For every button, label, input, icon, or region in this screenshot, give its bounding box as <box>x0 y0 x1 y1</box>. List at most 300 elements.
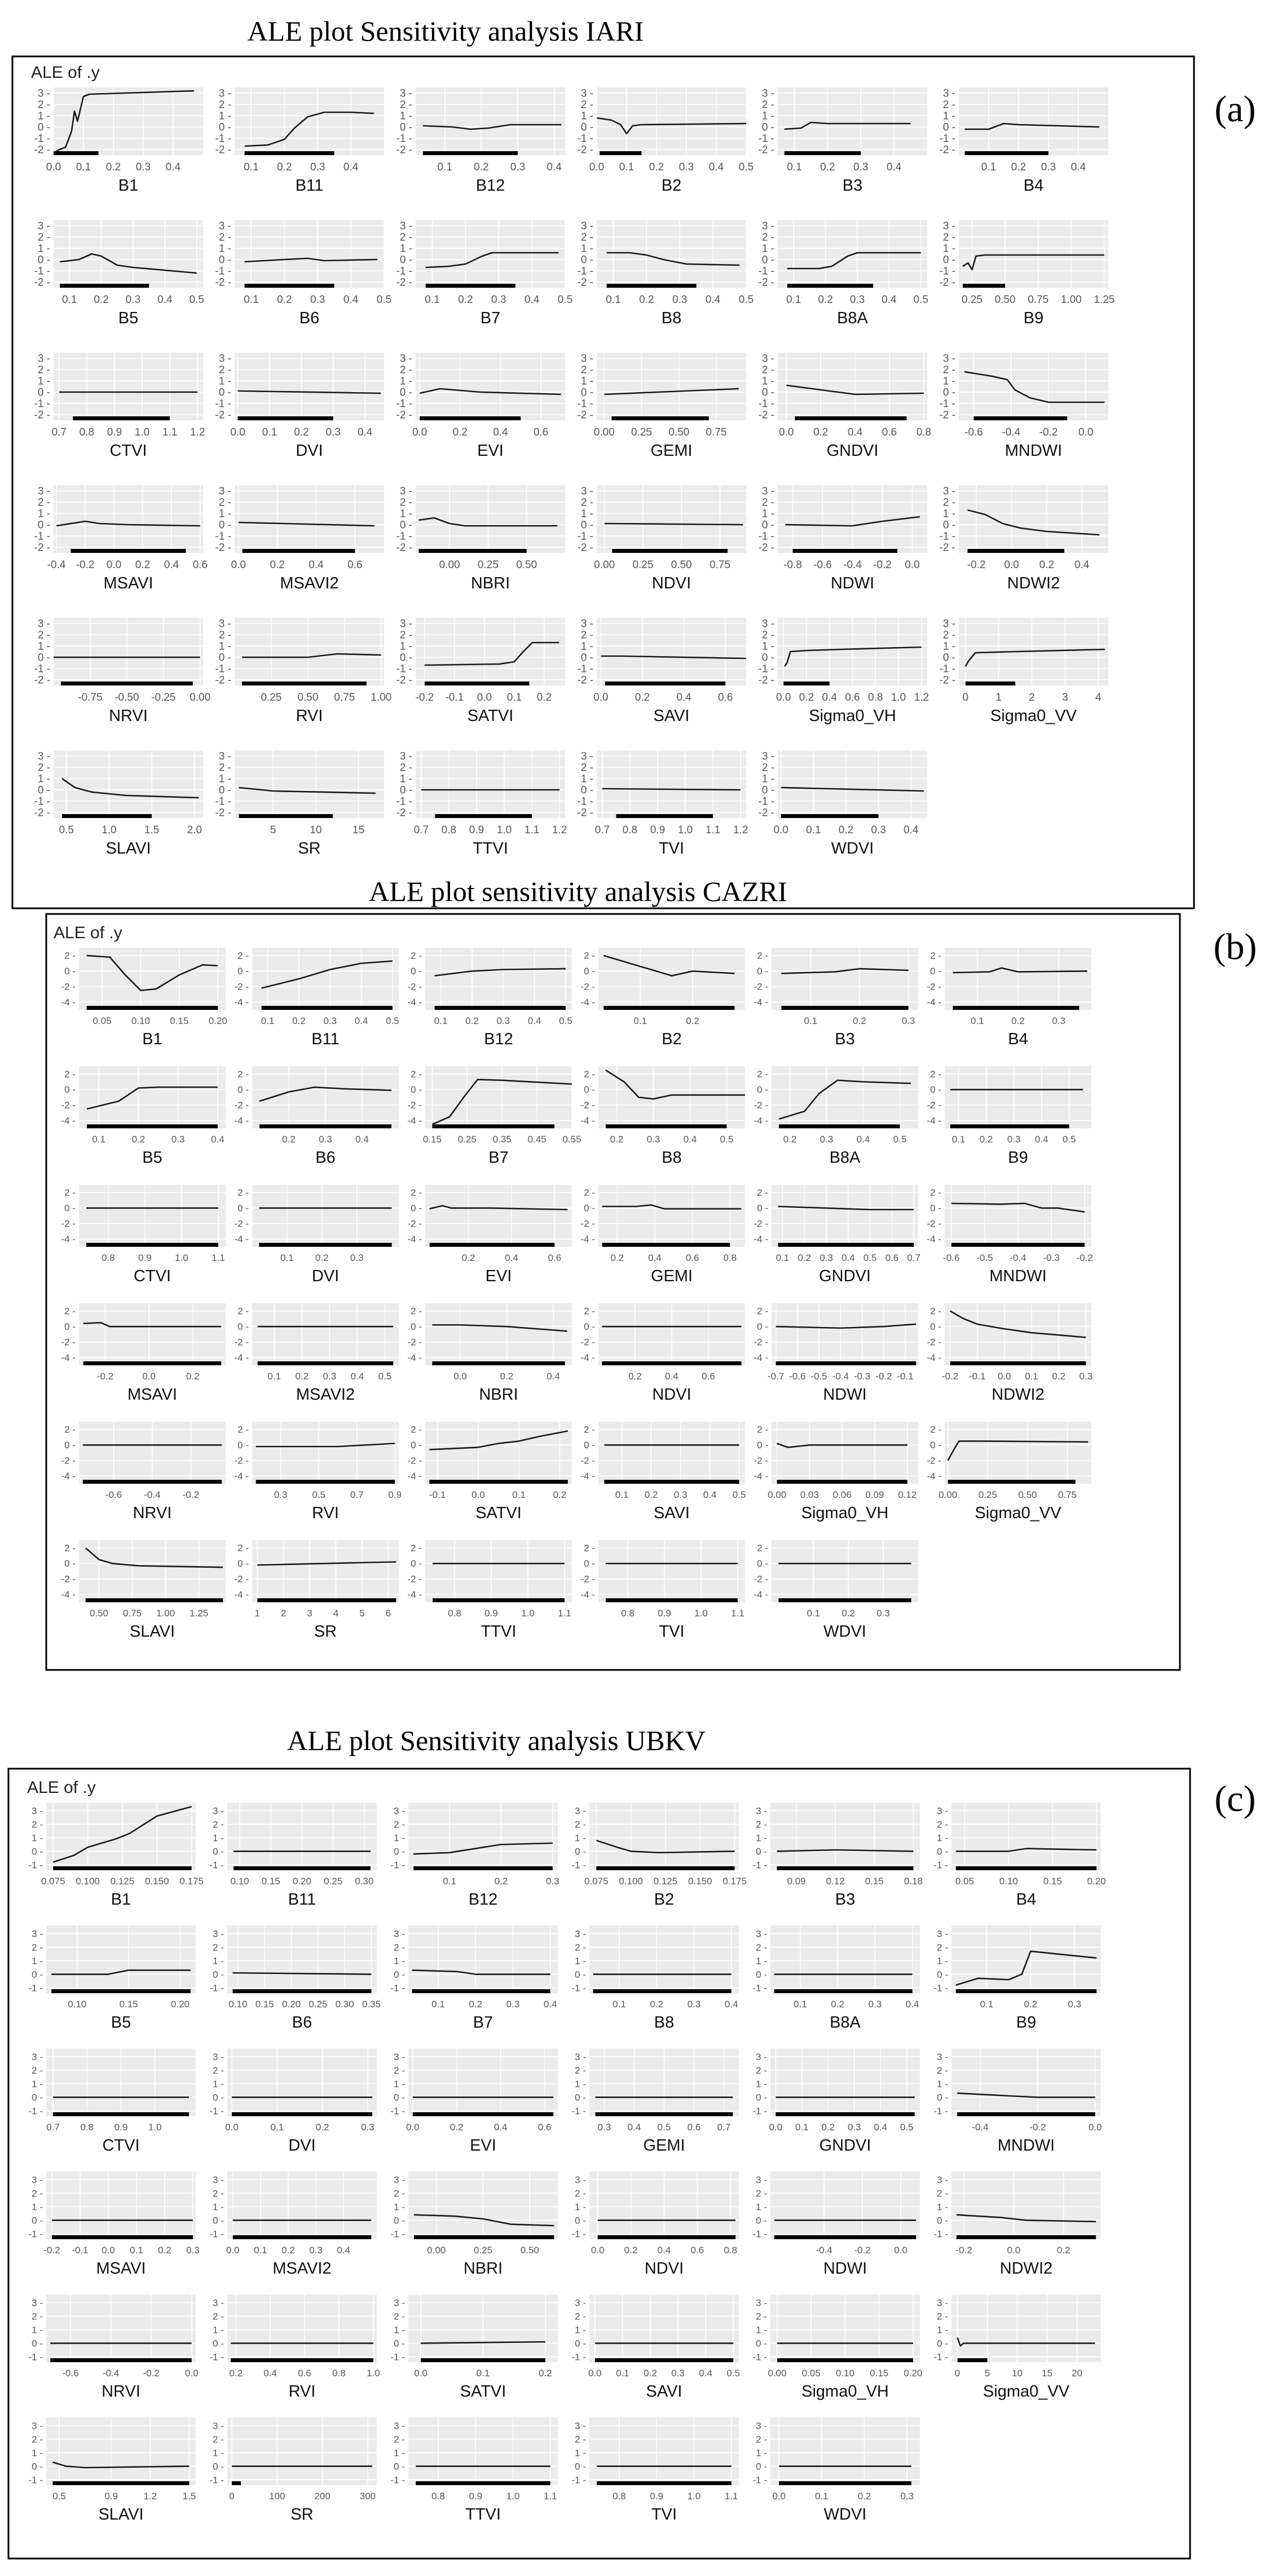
y-tick-label: 3 - <box>937 2051 948 2063</box>
rug-marks <box>259 1124 391 1128</box>
panel-background <box>959 485 1108 553</box>
ale-panel-b1 <box>29 1803 204 1909</box>
x-tick-label: 0.8 <box>448 1608 461 1619</box>
y-tick-label: 2 - <box>757 1305 768 1317</box>
y-tick-label: 1 - <box>580 508 593 520</box>
panel-background <box>597 87 746 155</box>
y-tick-label: 3 - <box>937 2297 948 2309</box>
x-tick-label: 0.2 <box>105 161 121 173</box>
y-tick-label: 0 - <box>399 254 412 266</box>
x-tick-label: 0.4 <box>343 161 359 173</box>
rug-marks <box>53 2112 189 2116</box>
rug-marks <box>779 2481 911 2485</box>
x-tick-label: 0.2 <box>624 2245 638 2256</box>
y-tick-label: 2 - <box>942 629 955 641</box>
x-tick-label: -0.5 <box>810 1371 827 1382</box>
y-tick-label: 0 - <box>394 1969 405 1980</box>
y-tick-label: 0 - <box>411 1558 422 1570</box>
x-tick-label: 0.0 <box>230 427 245 438</box>
y-tick-label: -1 - <box>28 2351 43 2363</box>
x-tick-label: 0.100 <box>619 1876 643 1887</box>
x-tick-label: 6 <box>385 1608 391 1619</box>
ale-panel-rvi <box>235 1422 402 1522</box>
y-tick-label: -4 - <box>754 1234 768 1245</box>
x-tick-label: 0.1 <box>606 294 621 306</box>
x-tick-label: 0.8 <box>621 1608 634 1619</box>
x-tick-label: 0.25 <box>309 1999 328 2010</box>
y-tick-label: -1 - <box>390 1982 405 1994</box>
ale-panel-sr <box>215 750 385 858</box>
y-tick-label: 0 - <box>218 784 231 797</box>
y-tick-label: 1 - <box>37 640 50 653</box>
rug-marks <box>86 1598 223 1602</box>
ale-panel-sigma0_vv <box>934 2294 1101 2401</box>
y-tick-label: 3 - <box>942 220 955 232</box>
y-tick-label: -4 - <box>61 1115 76 1127</box>
y-tick-label: -1 - <box>396 265 412 278</box>
variable-label: NBRI <box>479 1386 518 1404</box>
ale-panel-ndvi <box>578 485 747 592</box>
x-tick-label: 0.6 <box>533 427 549 438</box>
x-tick-label: 0.5 <box>657 2122 671 2133</box>
x-tick-label: 0.15 <box>1043 1876 1062 1887</box>
y-tick-label: 3 - <box>580 353 593 365</box>
y-tick-label: 0 - <box>237 966 249 977</box>
y-tick-label: -4 - <box>580 1234 595 1245</box>
x-tick-label: 0.2 <box>277 294 292 306</box>
x-tick-label: -0.3 <box>853 1371 871 1382</box>
panel-background <box>589 2417 739 2485</box>
y-tick-label: 3 - <box>218 618 231 630</box>
y-tick-label: -4 - <box>754 1589 768 1601</box>
x-tick-label: 0.0 <box>1078 427 1094 438</box>
x-tick-label: 0.3 <box>323 1016 337 1026</box>
y-tick-label: 0 - <box>757 966 768 977</box>
variable-label: NBRI <box>470 574 510 592</box>
y-tick-label: 1 - <box>213 2324 224 2336</box>
panel-background <box>425 1540 572 1602</box>
y-tick-label: 2 - <box>399 99 412 111</box>
rug-marks <box>433 1598 565 1602</box>
y-tick-label: -2 - <box>580 1337 595 1348</box>
x-tick-label: 0.75 <box>706 427 727 438</box>
y-tick-label: 3 - <box>756 2051 767 2063</box>
x-tick-label: 300 <box>359 2491 376 2502</box>
y-tick-label: 2 - <box>218 496 231 509</box>
x-tick-label: 0.5 <box>378 1371 392 1382</box>
rug-marks <box>435 814 532 818</box>
y-tick-label: 0 - <box>757 1440 768 1451</box>
x-tick-label: 0.75 <box>334 692 355 704</box>
y-tick-label: -2 - <box>407 981 422 992</box>
rug-marks <box>233 2235 371 2239</box>
y-tick-label: -2 - <box>754 1455 768 1466</box>
variable-label: B2 <box>661 177 682 195</box>
x-tick-label: 0.3 <box>687 1999 701 2010</box>
x-tick-label: 0.8 <box>868 692 883 704</box>
y-tick-label: 1 - <box>937 2324 948 2336</box>
y-tick-label: 0 - <box>942 652 955 664</box>
y-tick-label: 2 - <box>756 2434 767 2445</box>
y-tick-label: 2 - <box>64 1424 76 1435</box>
ale-panel-ndwi <box>754 1303 919 1404</box>
y-tick-label: -2 - <box>234 1100 249 1111</box>
y-tick-label: 3 - <box>399 87 412 100</box>
x-tick-label: -0.75 <box>78 692 103 704</box>
x-tick-label: 1.1 <box>211 1252 225 1263</box>
x-tick-label: 10 <box>310 824 322 836</box>
x-tick-label: 0.1 <box>280 1252 294 1263</box>
x-tick-label: -0.6 <box>813 559 832 571</box>
x-tick-label: 0.09 <box>865 1489 884 1500</box>
x-tick-label: 0.7 <box>907 1252 921 1263</box>
y-tick-label: 0 - <box>37 254 50 266</box>
y-tick-label: 2 - <box>575 2188 586 2199</box>
rug-marks <box>53 2481 190 2485</box>
y-tick-label: 3 - <box>756 1805 767 1817</box>
y-tick-label: -1 - <box>939 663 955 675</box>
y-tick-label: 0 - <box>584 1203 595 1214</box>
y-tick-label: 1 - <box>575 1832 586 1844</box>
x-tick-label: 0.4 <box>665 1371 678 1382</box>
x-tick-label: 0.1 <box>615 1489 629 1500</box>
y-tick-label: 0 - <box>394 1846 405 1857</box>
x-tick-label: 0.0 <box>231 559 246 571</box>
variable-label: GNDVI <box>826 442 879 460</box>
rug-marks <box>87 1006 218 1010</box>
y-tick-label: 0 - <box>575 2338 586 2349</box>
panel-background <box>252 1540 399 1602</box>
y-tick-label: 0 - <box>64 1558 76 1570</box>
x-tick-label: 0.05 <box>955 1876 974 1887</box>
rug-marks <box>612 549 728 553</box>
rug-marks <box>775 2112 914 2116</box>
panel-background <box>54 750 203 818</box>
y-tick-label: 1 - <box>32 2078 43 2090</box>
x-tick-label: 0.8 <box>622 824 638 836</box>
x-tick-label: 0.12 <box>826 1876 845 1887</box>
y-tick-label: 3 - <box>761 220 774 232</box>
y-tick-label: 0 - <box>32 2215 43 2226</box>
y-tick-label: 0 - <box>213 1846 224 1857</box>
ale-panel-b2 <box>572 1803 747 1909</box>
y-tick-label: -1 - <box>390 2351 405 2363</box>
ale-panel-wdvi <box>753 2417 920 2524</box>
x-tick-label: -0.2 <box>875 1371 892 1382</box>
x-tick-label: 0.00 <box>439 559 460 571</box>
y-tick-label: 2 - <box>64 1305 76 1317</box>
ale-panel-sr <box>235 1540 399 1641</box>
y-tick-label: 2 - <box>218 364 231 376</box>
variable-label: NRVI <box>109 707 148 725</box>
variable-label: B12 <box>484 1030 513 1048</box>
rug-marks <box>413 1866 553 1870</box>
x-tick-label: 0.00 <box>938 1489 958 1500</box>
x-tick-label: 0.3 <box>876 1608 890 1619</box>
y-tick-label: 0 - <box>394 2215 405 2226</box>
x-tick-label: 0.75 <box>122 1608 142 1619</box>
panel-background <box>598 1422 745 1484</box>
ale-panel-slavi <box>29 2417 196 2524</box>
y-tick-label: -1 - <box>577 530 593 543</box>
variable-label: B7 <box>488 1149 509 1167</box>
variable-label: NRVI <box>133 1504 172 1522</box>
y-tick-label: -2 - <box>758 276 774 289</box>
variable-label: SAVI <box>654 1504 690 1522</box>
ale-panel-gemi <box>578 353 747 460</box>
y-tick-label: 0 - <box>584 966 595 977</box>
x-tick-label: 0.1 <box>267 1371 281 1382</box>
x-tick-label: 0.6 <box>882 427 897 438</box>
y-tick-label: 3 - <box>32 1805 43 1817</box>
y-tick-label: 3 - <box>213 2051 224 2063</box>
panel-background <box>54 485 203 553</box>
x-tick-label: 100 <box>269 2491 285 2502</box>
x-tick-label: 0.3 <box>673 1489 688 1500</box>
y-tick-label: 3 - <box>37 750 50 763</box>
y-tick-label: 0 - <box>761 254 774 266</box>
x-tick-label: 0.0 <box>1088 2122 1102 2133</box>
x-tick-label: 0.3 <box>309 2245 323 2256</box>
rug-marks <box>793 549 898 553</box>
x-tick-label: 0.2 <box>292 1016 306 1026</box>
x-tick-label: 0.0 <box>591 2245 605 2256</box>
y-tick-label: 2 - <box>411 1424 422 1435</box>
x-tick-label: 1.0 <box>102 824 117 836</box>
y-tick-label: -1 - <box>215 795 231 808</box>
x-tick-label: 0.7 <box>717 2122 731 2133</box>
variable-label: B3 <box>835 1891 856 1909</box>
x-tick-label: 0.20 <box>904 2368 923 2379</box>
panel-background <box>46 2417 196 2485</box>
variable-label: TTVI <box>481 1623 517 1641</box>
x-tick-label: 2 <box>1029 692 1035 704</box>
variable-label: NBRI <box>463 2260 503 2278</box>
x-tick-label: 1.00 <box>371 692 392 704</box>
x-tick-label: 0.2 <box>295 1371 309 1382</box>
ale-panel-b8a <box>753 1926 920 2032</box>
x-tick-label: 0.4 <box>547 1371 560 1382</box>
variable-label: B6 <box>292 2014 312 2032</box>
y-tick-label: 2 - <box>761 762 774 774</box>
x-tick-label: 0.3 <box>496 1016 510 1026</box>
x-tick-label: 0.2 <box>610 1134 624 1145</box>
ale-panel-ndwi <box>753 2171 920 2278</box>
y-tick-label: 1 - <box>575 2324 586 2336</box>
ale-panel-b11 <box>235 948 399 1048</box>
x-tick-label: 0.125 <box>653 1876 678 1887</box>
rug-marks <box>418 549 526 553</box>
x-tick-label: -0.6 <box>62 2368 79 2379</box>
x-tick-label: 0.50 <box>89 1608 109 1619</box>
rug-marks <box>232 2481 241 2485</box>
x-tick-label: 0.3 <box>135 161 151 173</box>
x-tick-label: 0.7 <box>350 1489 364 1500</box>
y-tick-label: 0 - <box>756 2338 767 2349</box>
rug-marks <box>958 2358 988 2362</box>
x-tick-label: 0.15 <box>865 1876 884 1887</box>
x-tick-label: 1.00 <box>156 1608 175 1619</box>
y-tick-label: 3 - <box>399 485 412 498</box>
y-tick-label: 3 - <box>394 1928 405 1940</box>
y-tick-label: -2 - <box>34 674 50 687</box>
panel-background <box>770 2417 920 2485</box>
panel-background <box>425 1422 572 1484</box>
y-tick-label: 2 - <box>575 2065 586 2076</box>
rug-marks <box>53 1866 191 1870</box>
y-tick-label: 2 - <box>32 2065 43 2076</box>
y-tick-label: 1 - <box>32 2201 43 2213</box>
panel-background <box>597 485 746 553</box>
rug-marks <box>781 1006 908 1010</box>
x-tick-label: -0.1 <box>429 1489 446 1500</box>
ale-panel-sigma0_vv <box>927 1422 1092 1522</box>
rug-marks <box>429 1480 568 1484</box>
y-tick-label: 3 - <box>756 1928 767 1940</box>
y-tick-label: -4 - <box>580 1352 595 1364</box>
panel-background <box>425 1303 572 1365</box>
x-tick-label: 0.2 <box>1056 2245 1070 2256</box>
x-tick-label: -0.4 <box>843 559 862 571</box>
x-tick-label: 0.2 <box>1024 1999 1038 2010</box>
y-tick-label: 3 - <box>942 618 955 630</box>
variable-label: NDWI2 <box>992 1386 1045 1404</box>
section-letter: (a) <box>1214 89 1256 130</box>
y-tick-label: 0 - <box>411 966 422 977</box>
y-tick-label: 2 - <box>32 2311 43 2322</box>
y-tick-label: -2 - <box>927 1337 941 1348</box>
rug-marks <box>956 1866 1096 1870</box>
x-tick-label: 0.06 <box>832 1489 852 1500</box>
x-tick-label: 0.3 <box>310 161 325 173</box>
ale-panel-ndvi <box>572 2171 739 2278</box>
y-tick-label: -4 - <box>927 997 941 1008</box>
y-tick-label: -1 - <box>215 663 231 675</box>
rug-marks <box>245 284 334 288</box>
x-tick-label: 0.4 <box>847 427 863 438</box>
y-tick-label: 2 - <box>64 1187 76 1198</box>
y-tick-label: 1 - <box>213 2078 224 2090</box>
y-tick-label: -1 - <box>28 2474 43 2486</box>
y-tick-label: 0 - <box>580 386 593 399</box>
x-tick-label: 0.3 <box>323 1371 337 1382</box>
x-tick-label: 0.75 <box>710 559 731 571</box>
x-tick-label: 0.9 <box>469 2491 483 2502</box>
ale-panel-b7 <box>408 1066 581 1167</box>
x-tick-label: 0.20 <box>208 1016 227 1026</box>
x-tick-label: -0.3 <box>1043 1252 1060 1263</box>
variable-label: B8 <box>662 1149 682 1167</box>
y-tick-label: 2 - <box>394 2065 405 2076</box>
x-tick-label: 0.0 <box>477 692 492 704</box>
x-tick-label: 15 <box>352 824 365 836</box>
variable-label: B11 <box>295 177 324 195</box>
x-tick-label: 0.6 <box>845 692 860 704</box>
panel-background <box>235 618 384 685</box>
rug-marks <box>432 1361 565 1365</box>
y-tick-label: -4 - <box>61 1234 76 1245</box>
y-tick-label: -1 - <box>758 663 774 675</box>
ale-panel-dvi <box>210 2049 377 2155</box>
y-tick-label: -1 - <box>34 663 50 675</box>
x-tick-label: 0.00 <box>427 2245 446 2256</box>
panel-background <box>235 750 384 818</box>
variable-label: SATVI <box>460 2382 506 2401</box>
x-tick-label: 0.3 <box>1007 1134 1021 1145</box>
rug-marks <box>963 284 1005 288</box>
x-tick-label: 0.8 <box>724 2245 738 2256</box>
x-tick-label: 10 <box>1012 2368 1023 2379</box>
variable-label: SAVI <box>653 707 690 725</box>
x-tick-label: 0.2 <box>1011 1016 1025 1026</box>
x-tick-label: 0.6 <box>548 1252 562 1263</box>
x-tick-label: -0.4 <box>832 1371 849 1382</box>
y-tick-label: 0 - <box>411 1203 422 1214</box>
variable-label: WDVI <box>823 2505 867 2524</box>
section-letter: (b) <box>1213 926 1257 968</box>
x-tick-label: 0.4 <box>543 1999 557 2010</box>
x-tick-label: 0.2 <box>452 427 468 438</box>
x-tick-label: 2.0 <box>187 824 202 836</box>
y-tick-label: 0 - <box>394 2338 405 2349</box>
y-tick-label: 1 - <box>761 773 774 785</box>
y-tick-label: -1 - <box>209 2105 224 2117</box>
y-tick-label: -2 - <box>61 981 76 992</box>
x-tick-label: 1.0 <box>367 2368 380 2379</box>
y-tick-label: -4 - <box>407 1589 422 1601</box>
ale-panel-evi <box>408 1185 572 1285</box>
y-tick-label: -2 - <box>758 807 774 819</box>
y-tick-label: 0 - <box>756 2092 767 2103</box>
x-tick-label: 0.5 <box>189 294 204 306</box>
y-tick-label: -2 - <box>577 674 593 687</box>
variable-label: B11 <box>288 1891 316 1909</box>
x-tick-label: 0.8 <box>79 427 95 438</box>
x-tick-label: 0.0 <box>769 2122 783 2133</box>
x-tick-label: 0.4 <box>903 824 919 836</box>
panel-background <box>597 220 746 288</box>
x-tick-label: -0.50 <box>114 692 139 704</box>
y-tick-label: 2 - <box>213 2434 224 2445</box>
y-tick-label: 1 - <box>394 1832 405 1844</box>
y-tick-label: 0 - <box>213 2092 224 2103</box>
variable-label: Sigma0_VH <box>801 1504 889 1522</box>
y-tick-label: -1 - <box>571 2351 586 2363</box>
variable-label: GEMI <box>643 2137 685 2155</box>
y-tick-label: 0 - <box>399 386 412 399</box>
x-tick-label: 0.150 <box>688 1876 712 1887</box>
y-tick-label: -1 - <box>939 398 955 410</box>
x-tick-label: 3 <box>1062 692 1068 704</box>
ale-panel-nbri <box>408 1303 572 1404</box>
y-tick-label: 1 - <box>580 243 593 255</box>
y-tick-label: 0 - <box>575 2461 586 2472</box>
y-tick-label: 1 - <box>218 640 231 653</box>
y-tick-label: 1 - <box>37 508 50 520</box>
y-tick-label: 0 - <box>37 121 50 134</box>
ale-panel-sigma0_vv <box>940 618 1109 725</box>
y-tick-label: 1 - <box>942 640 955 653</box>
x-tick-label: -0.4 <box>144 1489 161 1500</box>
y-tick-label: 0 - <box>757 1084 768 1096</box>
y-tick-label: 2 - <box>930 1187 941 1198</box>
y-tick-label: 1 - <box>399 375 412 388</box>
rug-marks <box>258 1361 393 1365</box>
rug-marks <box>420 416 521 420</box>
rug-marks <box>974 416 1068 420</box>
x-tick-label: 0.3 <box>491 294 506 306</box>
x-tick-label: 0.25 <box>978 1489 997 1500</box>
